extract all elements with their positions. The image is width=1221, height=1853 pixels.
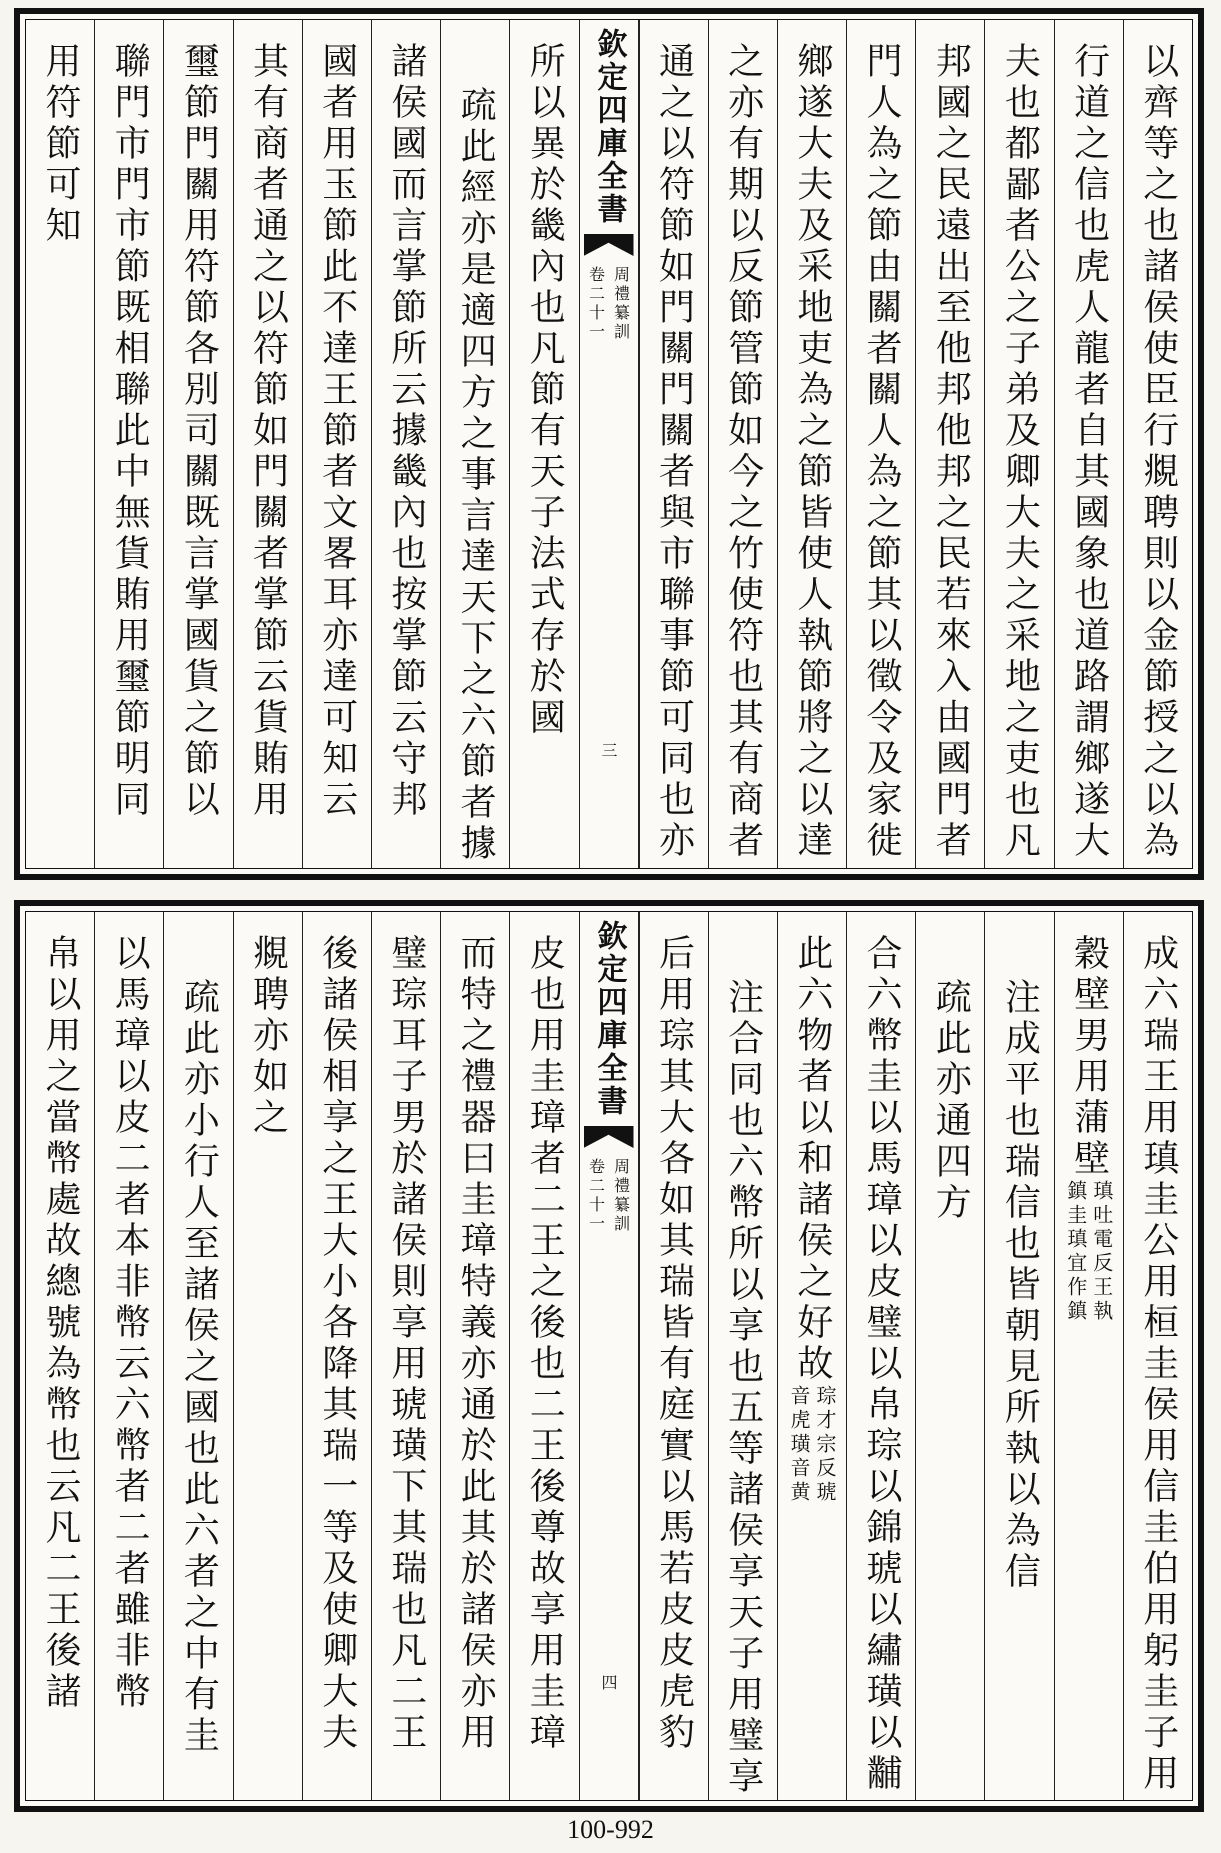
spine-page-number: 三 (599, 742, 618, 758)
text-column: 而特之禮器曰圭璋特義亦通於此其於諸侯亦用 (440, 912, 509, 1800)
page-footer-number: 100-992 (567, 1815, 654, 1844)
text-column: 注合同也六幣所以享也五等諸侯享天子用璧享 (708, 912, 777, 1800)
annotation-note: 瑱吐電反王執 鎮圭瑱宜作鎮 (1063, 1180, 1114, 1324)
fishtail-mark-icon (584, 234, 634, 256)
text-column: 用符節可知 (39, 42, 81, 247)
text-column: 璧琮耳子男於諸侯則享用琥璜下其瑞也凡二王 (371, 912, 440, 1800)
text-column: 邦國之民遠出至他邦他邦之民若來入由國門者 (915, 20, 984, 868)
text-column: 通之以符節如門關門關者與市聯事節可同也亦 (639, 20, 708, 868)
text-column: 行道之信也虎人龍者自其國象也道路謂鄉遂大 (1054, 20, 1123, 868)
text-column: 穀壁男用蒲壁 瑱吐電反王執 鎮圭瑱宜作鎮 (1054, 912, 1123, 1800)
fold-spine (579, 20, 639, 868)
text-column: 后用琮其大各如其瑞皆有庭實以馬若皮皮虎豹 (639, 912, 708, 1800)
text-column: 其有商者通之以符節如門關者掌節云貨賄用 (233, 20, 302, 868)
text-column: 國者用玉節此不達王節者文畧耳亦達可知云 (302, 20, 371, 868)
text-column: 諸侯國而言掌節所云據畿內也按掌節云守邦 (371, 20, 440, 868)
fishtail-mark-icon (584, 1126, 634, 1148)
text-column: 成六瑞王用瑱圭公用桓圭侯用信圭伯用躬圭子用 (1123, 912, 1192, 1800)
text-column: 鄉遂大夫及采地吏為之節皆使人執節將之以達 (777, 20, 846, 868)
text-column: 以齊等之也諸侯使臣行覜聘則以金節授之以為 (1123, 20, 1192, 868)
spine-book-info: 周禮纂訓 卷二十一 (586, 266, 631, 342)
fold-spine (579, 912, 639, 1800)
text-column: 注成平也瑞信也皆朝見所執以為信 (984, 912, 1053, 1800)
text-column: 璽節門關用符節各別司關既言掌國貨之節以 (163, 20, 232, 868)
text-column: 合六幣圭以馬璋以皮璧以帛琮以錦琥以繡璜以黼 (846, 912, 915, 1800)
text-column: 疏此經亦是適四方之事言達天下之六節者據 (440, 20, 509, 868)
text-column: 疏此亦通四方 (915, 912, 984, 1800)
spine-title: 欽定四庫全書 (591, 28, 627, 226)
text-column: 疏此亦小行人至諸侯之國也此六者之中有圭 (163, 912, 232, 1800)
bottom-page (14, 900, 1204, 1812)
text-column: 帛以用之當幣處故總號為幣也云凡二王後諸 (39, 934, 81, 1713)
spine-book-info: 周禮纂訓 卷二十一 (586, 1158, 631, 1234)
text-column: 門人為之節由關者關人為之節其以徵令及家徙 (846, 20, 915, 868)
top-page-columns (25, 19, 1193, 869)
text-column: 覜聘亦如之 (233, 912, 302, 1800)
spine-page-number: 四 (599, 1674, 618, 1690)
text-column: 後諸侯相享之王大小各降其瑞一等及使卿大夫 (302, 912, 371, 1800)
text-column: 此六物者以和諸侯之好故 琮才宗反琥 音虎璜音黄 (777, 912, 846, 1800)
bottom-page-columns (25, 911, 1193, 1801)
text-column: 皮也用圭璋者二王之後也二王後尊故享用圭璋 (509, 912, 578, 1800)
text-column: 夫也都鄙者公之子弟及卿大夫之采地之吏也凡 (984, 20, 1053, 868)
text-column: 之亦有期以反節管節如今之竹使符也其有商者 (708, 20, 777, 868)
text-column: 聯門市門市節既相聯此中無貨賄用璽節明同 (94, 20, 163, 868)
top-page (14, 8, 1204, 880)
text-column: 以馬璋以皮二者本非幣云六幣者二者雖非幣 (94, 912, 163, 1800)
text-column: 所以異於畿內也凡節有天子法式存於國 (509, 20, 578, 868)
spine-title: 欽定四庫全書 (591, 920, 627, 1118)
annotation-note: 琮才宗反琥 音虎璜音黄 (786, 1385, 837, 1505)
